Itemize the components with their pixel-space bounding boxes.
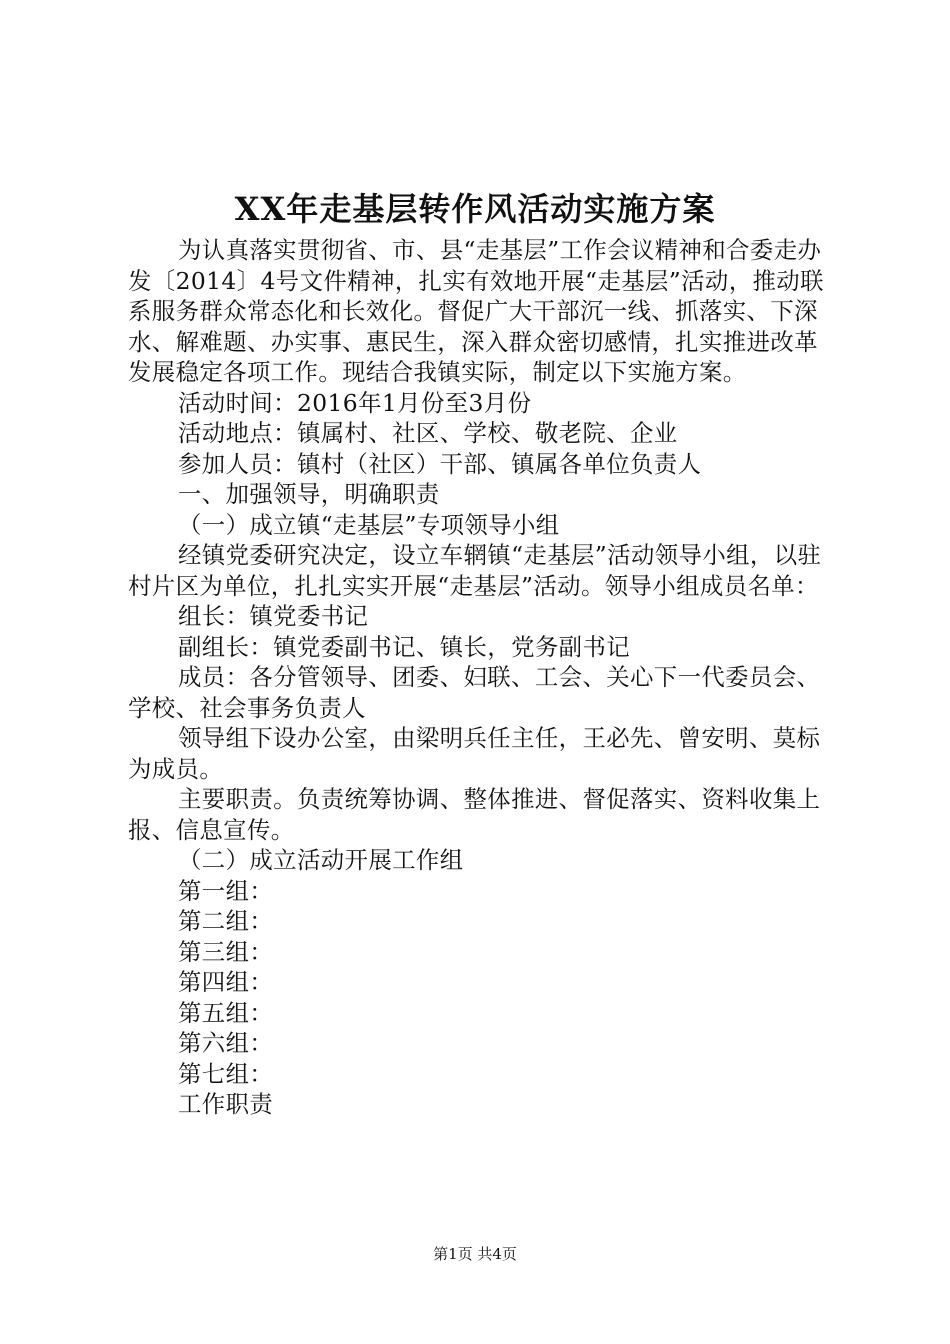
paragraph-members: 成员：各分管领导、团委、妇联、工会、关心下一代委员会、学校、社会事务负责人 xyxy=(128,663,821,722)
paragraph-activity-time: 活动时间：2016年1月份至3月份 xyxy=(178,388,532,417)
list-item-group-4: 第四组： xyxy=(178,968,274,996)
list-item-group-1: 第一组： xyxy=(178,876,274,905)
list-item-group-3: 第三组： xyxy=(178,937,274,966)
paragraph-office: 领导组下设办公室，由梁明兵任主任，王必先、曾安明、莫标为成员。 xyxy=(128,724,821,783)
subsection-heading-2: （二）成立活动开展工作组 xyxy=(178,846,464,874)
list-item-group-2: 第二组： xyxy=(178,907,274,935)
document-body xyxy=(128,235,836,1120)
list-item-group-6: 第六组： xyxy=(178,1029,274,1057)
list-item-group-7: 第七组： xyxy=(178,1059,274,1088)
paragraph-deputy-leader: 副组长：镇党委副书记、镇长，党务副书记 xyxy=(178,632,631,661)
list-item-group-5: 第五组： xyxy=(178,998,274,1027)
page-number-footer: 第1页 共4页 xyxy=(433,1245,517,1263)
paragraph-group-leader: 组长：镇党委书记 xyxy=(178,602,369,630)
paragraph-participants: 参加人员：镇村（社区）干部、镇属各单位负责人 xyxy=(178,449,702,478)
paragraph-intro: 为认真落实贯彻省、市、县“走基层”工作会议精神和合委走办发〔2014〕4号文件精神，扎实有效地开展“走基层”活动，推动联系服务群众常态化和长效化。督促广大干部沉一线、抓落实、下深水、解难题、办实事、惠民生，深入群众密切感情，扎实推进改革发展稳定各项工作。现结合我镇实际，制定以下实施方案。 xyxy=(128,236,824,386)
paragraph-main-duties: 主要职责。负责统筹协调、整体推进、督促落实、资料收集上报、信息宣传。 xyxy=(128,785,821,844)
paragraph-activity-location: 活动地点：镇属村、社区、学校、敬老院、企业 xyxy=(178,419,678,447)
paragraph-leadership-group: 经镇党委研究决定，设立车辋镇“走基层”活动领导小组，以驻村片区为单位，扎扎实实开展“走基层”活动。领导小组成员名单： xyxy=(128,541,822,600)
section-heading-1: 一、加强领导，明确职责 xyxy=(178,480,440,508)
document-title: XX年走基层转作风活动实施方案 xyxy=(234,190,716,228)
paragraph-work-duties: 工作职责 xyxy=(178,1090,274,1118)
subsection-heading-1: （一）成立镇“走基层”专项领导小组 xyxy=(178,510,560,539)
